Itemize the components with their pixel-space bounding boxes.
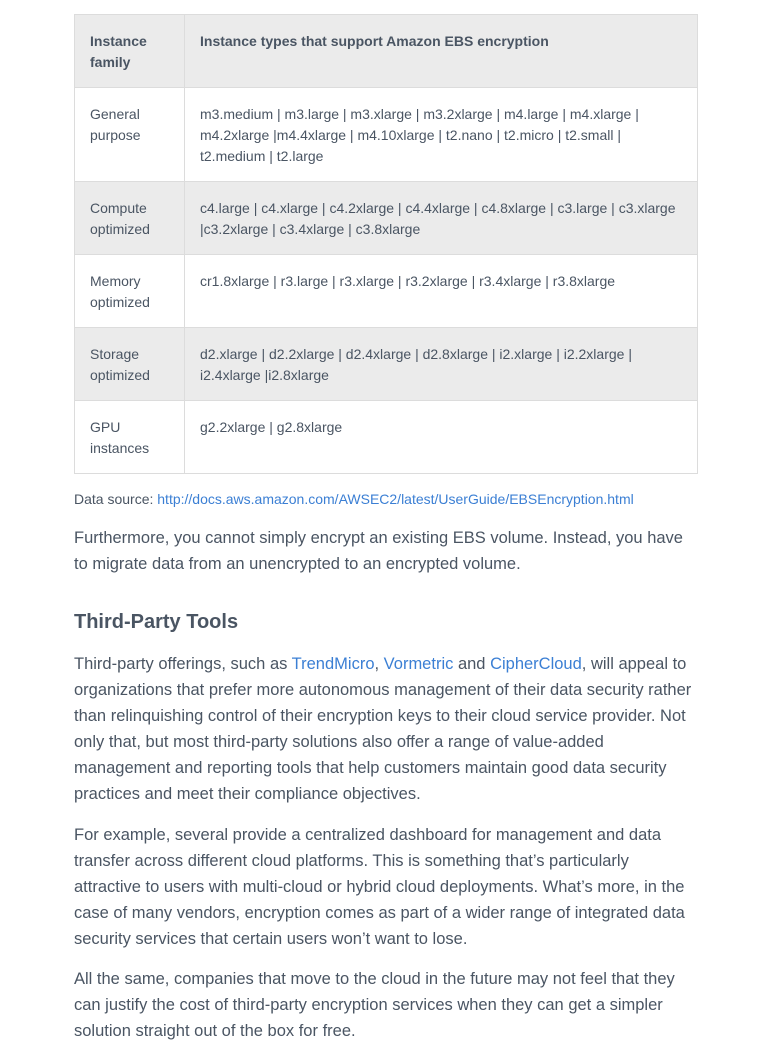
types-cell: g2.2xlarge | g2.8xlarge (185, 401, 698, 474)
paragraph-cost: All the same, companies that move to the cloud in the future may not feel that they can justify the cost of third-party encryption services when they can get a simpler solution straight out of the box for free. (74, 970, 675, 1040)
types-cell: c4.large | c4.xlarge | c4.2xlarge | c4.4xlarge | c4.8xlarge | c3.large | c3.xlarge |c3.2xlarge | c3.4xlarge | c3.8xlarge (185, 182, 698, 255)
paragraph-text: , (374, 655, 384, 673)
types-cell: d2.xlarge | d2.2xlarge | d2.4xlarge | d2.8xlarge | i2.xlarge | i2.2xlarge | i2.4xlarge |i2.8xlarge (185, 328, 698, 401)
family-cell: Compute optimized (75, 182, 185, 255)
paragraph-dashboard: For example, several provide a centralized dashboard for management and data transfer across different cloud platforms. This is something that’s particularly attractive to users with multi-cloud or hybrid cloud deployments. What’s more, in the case of many vendors, encryption comes as part of a wider range of integrated data security services that certain users won’t want to lose. (74, 826, 685, 948)
header-instance-types: Instance types that support Amazon EBS encryption (185, 15, 698, 88)
article-content (74, 14, 698, 1044)
data-source-link[interactable]: http://docs.aws.amazon.com/AWSEC2/latest/UserGuide/EBSEncryption.html (157, 491, 634, 507)
family-cell: General purpose (75, 88, 185, 182)
table-row (75, 88, 698, 182)
family-cell: GPU instances (75, 401, 185, 474)
table-row (75, 401, 698, 474)
types-cell: cr1.8xlarge | r3.large | r3.xlarge | r3.2xlarge | r3.4xlarge | r3.8xlarge (185, 255, 698, 328)
data-source-note (74, 489, 698, 509)
ebs-encryption-table (74, 14, 698, 474)
paragraph-text: and (453, 655, 491, 673)
family-cell: Storage optimized (75, 328, 185, 401)
data-source-label: Data source: (74, 491, 158, 507)
table-row (75, 182, 698, 255)
paragraph-third-party (74, 651, 698, 807)
table-row (75, 255, 698, 328)
table-header-row (75, 15, 698, 88)
paragraph-ebs-migration: Furthermore, you cannot simply encrypt an existing EBS volume. Instead, you have to migrate data from an unencrypted to an encrypted volume. (74, 529, 683, 573)
section-heading: Third-Party Tools (74, 611, 239, 633)
table-row (75, 328, 698, 401)
header-instance-family: Instance family (75, 15, 185, 88)
vormetric-link[interactable]: Vormetric (383, 655, 454, 673)
types-cell: m3.medium | m3.large | m3.xlarge | m3.2xlarge | m4.large | m4.xlarge | m4.2xlarge |m4.4xlarge | m4.10xlarge | t2.nano | t2.micro | t2.small | t2.medium | t2.large (185, 88, 698, 182)
trendmicro-link[interactable]: TrendMicro (291, 655, 375, 673)
paragraph-text: Third-party offerings, such as (74, 655, 292, 673)
paragraph-text: , will appeal to organizations that prefer more autonomous management of their data security rather than relinquishing control of their encryption keys to their cloud service provider. Not only that, but most third-party solutions also offer a range of value-added management and reporting tools that help customers maintain good data security practices and meet their compliance objectives. (74, 655, 692, 803)
family-cell: Memory optimized (75, 255, 185, 328)
ciphercloud-link[interactable]: CipherCloud (490, 655, 582, 673)
